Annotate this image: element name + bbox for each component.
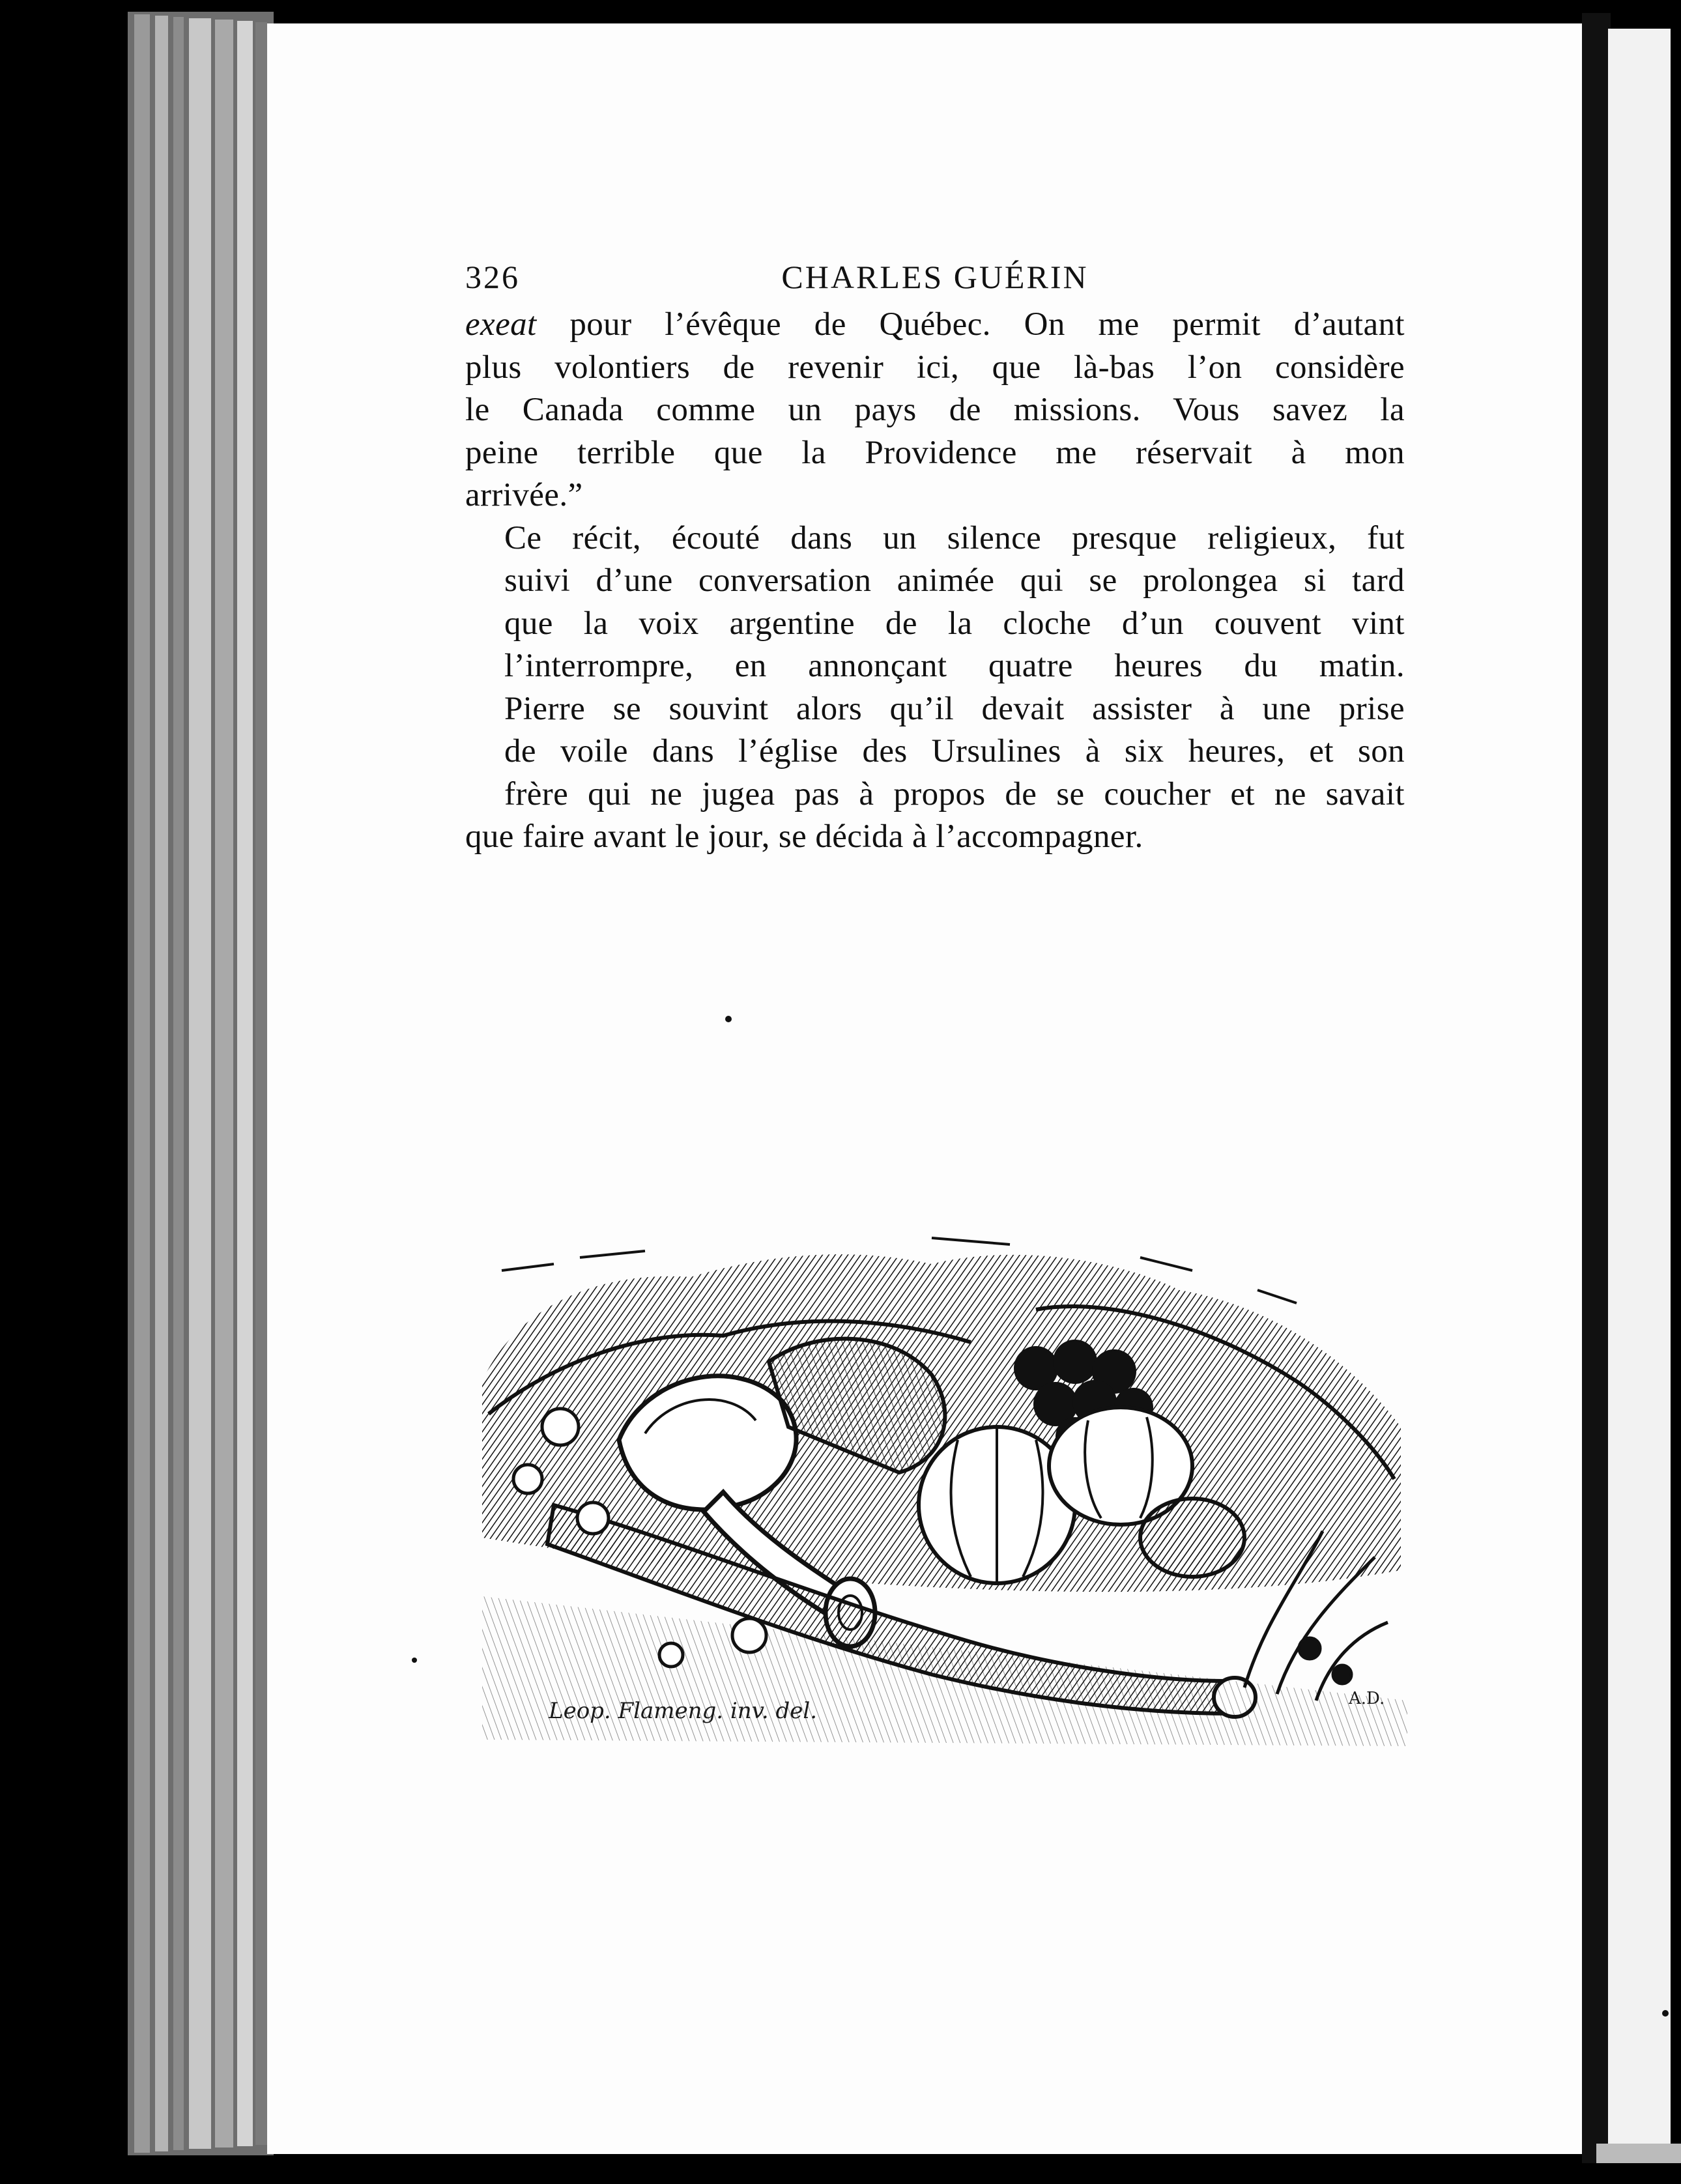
text-line: l’interrompre, en annonçant quatre heures du matin. — [504, 648, 1405, 684]
running-head — [465, 258, 1405, 304]
engraver-signature: Leop. Flameng. inv. del. — [549, 1698, 818, 1724]
italic-word: exeat — [465, 306, 537, 343]
text-line: Ce récit, écouté dans un silence presque religieux, fut — [504, 519, 1405, 556]
text-line: exeat pour l’évêque de Québec. On me permit d’autant — [465, 306, 1405, 343]
text-line: peine terrible que la Providence me réservait à mon — [465, 434, 1405, 471]
text-line: que la voix argentine de la cloche d’un couvent vint — [504, 605, 1405, 642]
paragraph-1-end — [465, 474, 1405, 517]
paragraph-3 — [465, 688, 1405, 816]
engraving-illustration — [476, 1231, 1414, 1772]
text-line: plus volontiers de revenir ici, que là-bas l’on considère — [465, 349, 1405, 386]
text-line: que faire avant le jour, se décida à l’accompagner. — [465, 818, 1143, 855]
paragraph-1 — [465, 304, 1405, 474]
text-line: frère qui ne jugea pas à propos de se coucher et ne savait — [504, 775, 1405, 812]
page-edges — [128, 12, 274, 2155]
text-line: suivi d’une conversation animée qui se prolongea si tard — [504, 562, 1405, 599]
paragraph-2 — [465, 517, 1405, 688]
paragraph-3-end — [465, 816, 1405, 859]
text-line: arrivée.” — [465, 477, 583, 513]
book-title: CHARLES GUÉRIN — [781, 259, 1089, 295]
text-line: de voile dans l’église des Ursulines à six heures, et son — [504, 733, 1405, 769]
text-line: Pierre se souvint alors qu’il devait assister à une prise — [504, 690, 1405, 727]
page-number: 326 — [465, 259, 520, 295]
engraver-monogram: A.D. — [1349, 1689, 1385, 1708]
text-line: le Canada comme un pays de missions. Vous savez la — [465, 392, 1405, 428]
page-text — [465, 258, 1405, 859]
